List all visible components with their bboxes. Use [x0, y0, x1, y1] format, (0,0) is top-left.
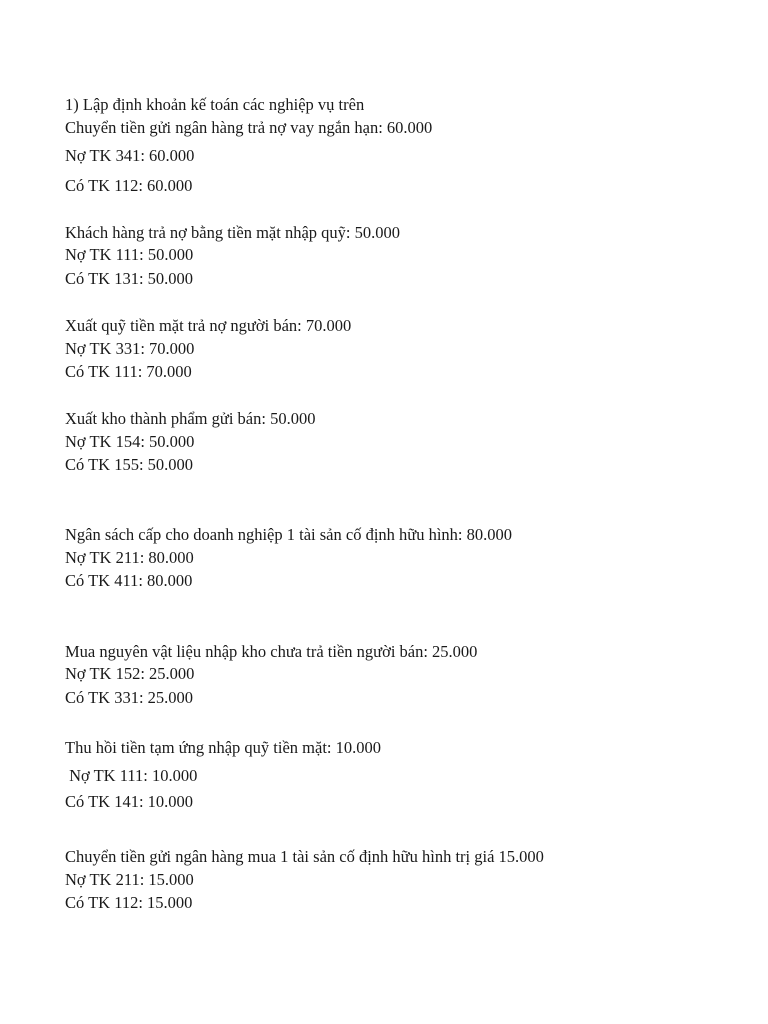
- entry-debit: Nợ TK 211: 15.000: [65, 870, 194, 889]
- entry-description: Khách hàng trả nợ bằng tiền mặt nhập quỹ: 50.000: [65, 223, 400, 242]
- entry-credit: Có TK 141: 10.000: [65, 792, 194, 811]
- entry-description: Xuất kho thành phẩm gửi bán: 50.000: [65, 409, 316, 428]
- entry-description: Xuất quỹ tiền mặt trả nợ người bán: 70.000: [65, 316, 352, 335]
- entry-debit: Nợ TK 331: 70.000: [65, 339, 195, 358]
- entry-credit: Có TK 111: 70.000: [65, 362, 192, 381]
- entry-debit: Nợ TK 211: 80.000: [65, 548, 194, 567]
- entry-debit: Nợ TK 111: 10.000: [65, 766, 198, 785]
- entry-debit: Nợ TK 152: 25.000: [65, 664, 195, 683]
- entry-credit: Có TK 331: 25.000: [65, 688, 194, 707]
- document-heading: 1) Lập định khoản kế toán các nghiệp vụ trên: [65, 95, 365, 114]
- entry-debit: Nợ TK 154: 50.000: [65, 432, 195, 451]
- entry-credit: Có TK 131: 50.000: [65, 269, 194, 288]
- entry-credit: Có TK 155: 50.000: [65, 455, 194, 474]
- entry-credit: Có TK 411: 80.000: [65, 571, 193, 590]
- entry-description: Chuyển tiền gửi ngân hàng mua 1 tài sản cố định hữu hình trị giá 15.000: [65, 847, 544, 866]
- entry-description: Chuyển tiền gửi ngân hàng trả nợ vay ngắn hạn: 60.000: [65, 118, 433, 137]
- entry-description: Mua nguyên vật liệu nhập kho chưa trả tiền người bán: 25.000: [65, 642, 478, 661]
- entry-debit: Nợ TK 341: 60.000: [65, 146, 195, 165]
- entry-debit: Nợ TK 111: 50.000: [65, 245, 194, 264]
- entry-description: Thu hồi tiền tạm ứng nhập quỹ tiền mặt: 10.000: [65, 738, 381, 757]
- entry-description: Ngân sách cấp cho doanh nghiệp 1 tài sản cố định hữu hình: 80.000: [65, 525, 513, 544]
- entry-credit: Có TK 112: 15.000: [65, 893, 193, 912]
- entry-credit: Có TK 112: 60.000: [65, 176, 193, 195]
